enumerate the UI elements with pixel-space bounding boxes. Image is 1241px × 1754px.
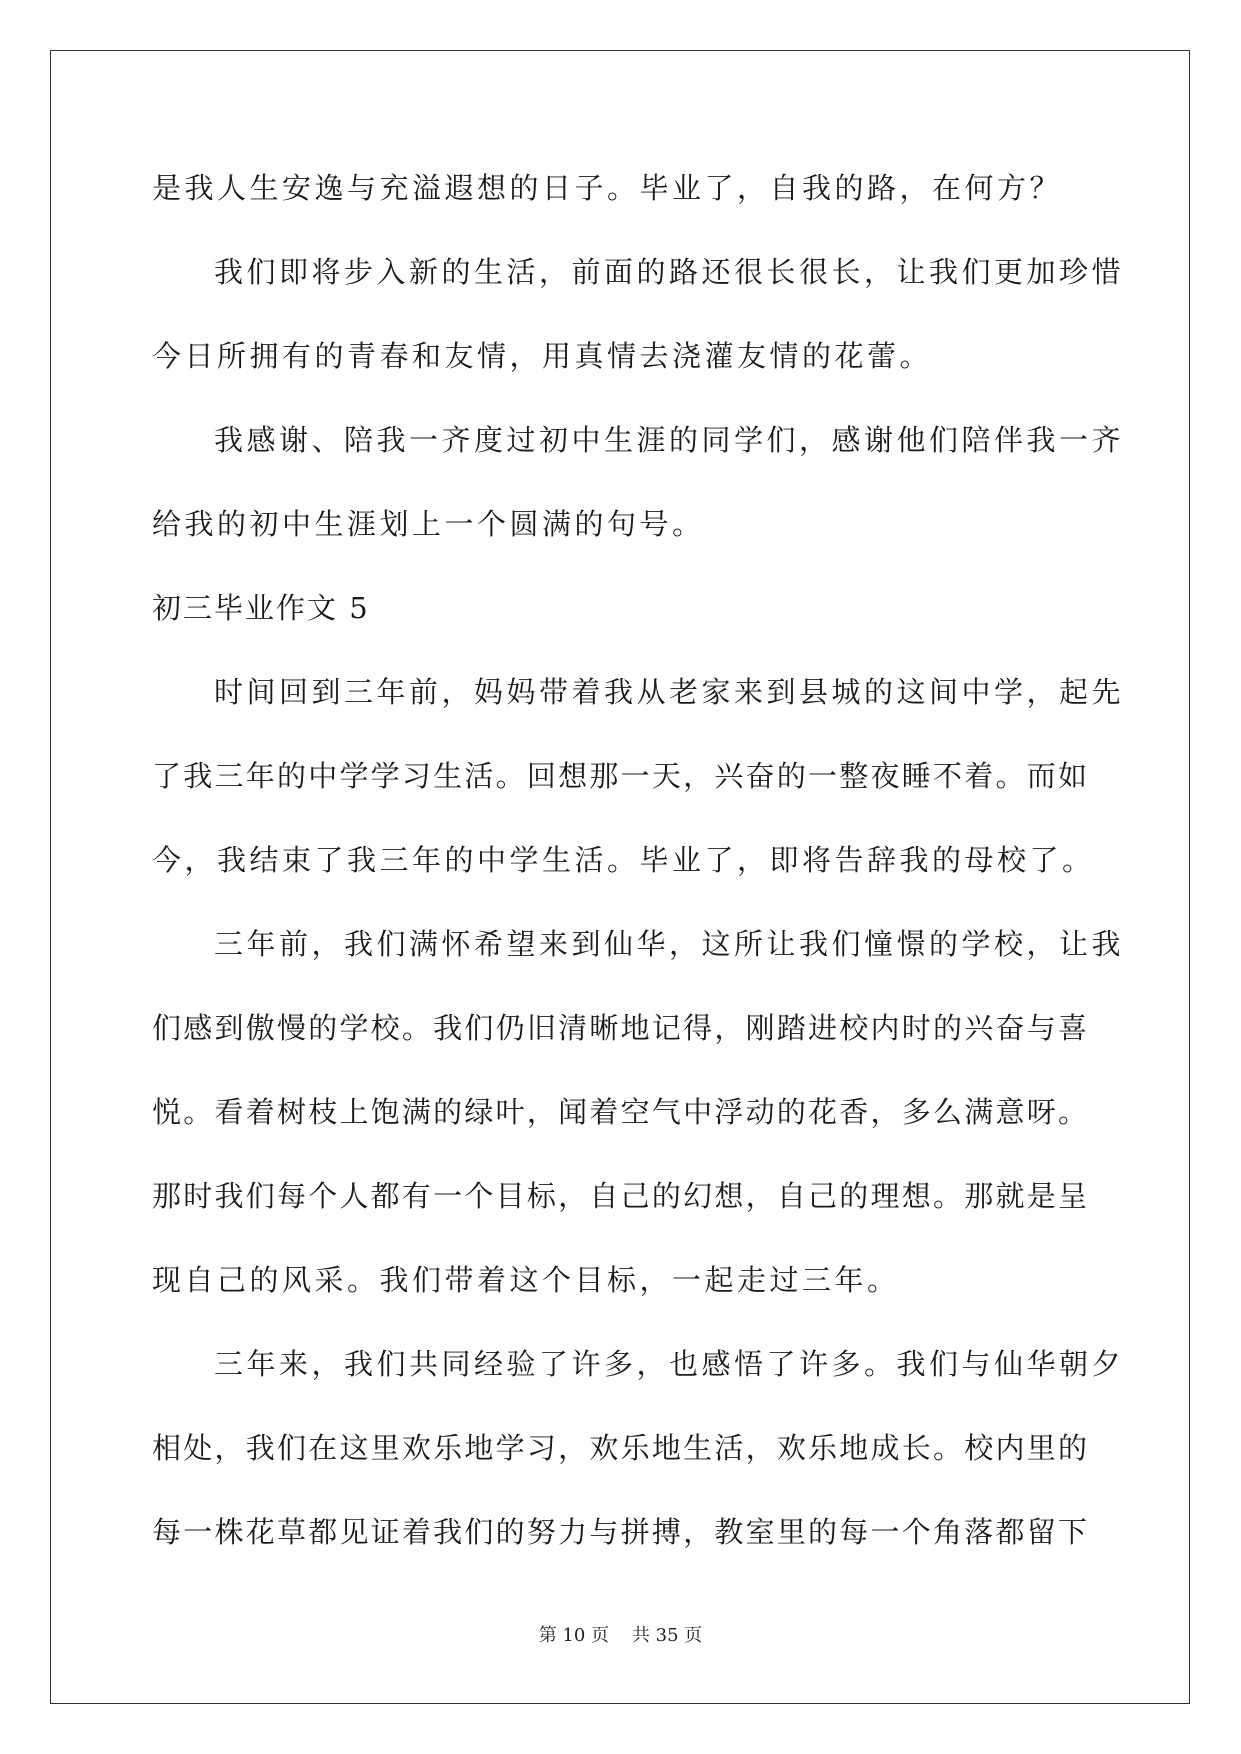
- page-number: 第 10 页: [538, 1625, 610, 1646]
- paragraph-first-line: 我感谢、陪我一齐度过初中生涯的同学们，感谢他们陪伴我一齐: [214, 423, 1125, 457]
- section-heading: 初三毕业作文 5: [152, 591, 370, 625]
- paragraph-first-line: 我们即将步入新的生活，前面的路还很长很长，让我们更加珍惜: [214, 255, 1125, 289]
- paragraph-first-line: 三年前，我们满怀希望来到仙华，这所让我们憧憬的学校，让我: [214, 927, 1125, 961]
- paragraph-first-line: 时间回到三年前，妈妈带着我从老家来到县城的这间中学，起先: [214, 675, 1125, 709]
- body-line: 今，我结束了我三年的中学生活。毕业了，即将告辞我的母校了。: [152, 843, 1095, 877]
- body-line: 相处，我们在这里欢乐地学习，欢乐地生活，欢乐地成长。校内里的: [152, 1431, 1087, 1465]
- document-body: [152, 160, 1125, 1588]
- body-line: 悦。看着树枝上饱满的绿叶，闻着空气中浮动的花香，多么满意呀。: [152, 1095, 1087, 1129]
- body-line: 是我人生安逸与充溢遐想的日子。毕业了，自我的路，在何方？: [152, 171, 1063, 205]
- body-line: 现自己的风采。我们带着这个目标，一起走过三年。: [152, 1263, 900, 1297]
- paragraph-first-line: 三年来，我们共同经验了许多，也感悟了许多。我们与仙华朝夕: [214, 1347, 1125, 1381]
- page-footer: [0, 1624, 1241, 1648]
- body-line: 每一株花草都见证着我们的努力与拼搏，教室里的每一个角落都留下: [152, 1515, 1087, 1549]
- page-total: 共 35 页: [631, 1625, 703, 1646]
- body-line: 了我三年的中学学习生活。回想那一天，兴奋的一整夜睡不着。而如: [152, 759, 1087, 793]
- body-line: 那时我们每个人都有一个目标，自己的幻想，自己的理想。那就是呈: [152, 1179, 1087, 1213]
- body-line: 给我的初中生涯划上一个圆满的句号。: [152, 507, 705, 541]
- body-line: 今日所拥有的青春和友情，用真情去浇灌友情的花蕾。: [152, 339, 933, 373]
- body-line: 们感到傲慢的学校。我们仍旧清晰地记得，刚踏进校内时的兴奋与喜: [152, 1011, 1087, 1045]
